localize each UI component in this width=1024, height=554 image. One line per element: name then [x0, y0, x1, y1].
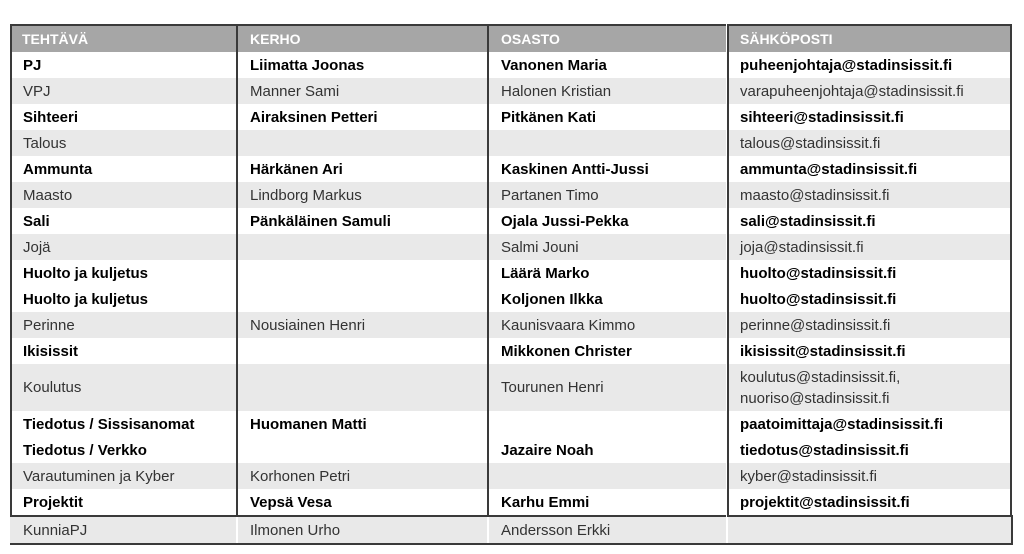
email-koulutus[interactable]: koulutus@stadinsissit.fi,	[740, 368, 901, 386]
table-row	[10, 260, 1012, 286]
kerho-cell: Manner Sami	[237, 78, 488, 104]
osasto-cell	[488, 130, 727, 156]
table-row	[10, 364, 1012, 411]
email-cell[interactable]: paatoimittaja@stadinsissit.fi	[727, 411, 1012, 437]
kerho-cell	[237, 364, 488, 411]
contacts-table	[10, 24, 1013, 545]
role-cell: Tiedotus / Sissisanomat	[10, 411, 237, 437]
role-cell: Ikisissit	[10, 338, 237, 364]
email-cell[interactable]: huolto@stadinsissit.fi	[727, 260, 1012, 286]
osasto-cell: Partanen Timo	[488, 182, 727, 208]
table-row	[10, 156, 1012, 182]
osasto-cell: Koljonen Ilkka	[488, 286, 727, 312]
header-row	[10, 25, 1012, 52]
email-cell[interactable]: perinne@stadinsissit.fi	[727, 312, 1012, 338]
table-row	[10, 516, 1012, 544]
table-row	[10, 411, 1012, 437]
table-row	[10, 234, 1012, 260]
role-cell: VPJ	[10, 78, 237, 104]
table-row	[10, 489, 1012, 516]
kerho-cell: Vepsä Vesa	[237, 489, 488, 516]
role-cell: Koulutus	[10, 364, 237, 411]
role-cell: Sali	[10, 208, 237, 234]
role-cell: Tiedotus / Verkko	[10, 437, 237, 463]
osasto-cell: Kaskinen Antti-Jussi	[488, 156, 727, 182]
osasto-cell: Andersson Erkki	[488, 516, 727, 544]
kerho-cell: Korhonen Petri	[237, 463, 488, 489]
osasto-cell: Mikkonen Christer	[488, 338, 727, 364]
kerho-cell: Liimatta Joonas	[237, 52, 488, 78]
osasto-cell: Karhu Emmi	[488, 489, 727, 516]
osasto-cell: Ojala Jussi-Pekka	[488, 208, 727, 234]
kerho-cell: Lindborg Markus	[237, 182, 488, 208]
kerho-cell	[237, 260, 488, 286]
role-cell: Maasto	[10, 182, 237, 208]
email-cell[interactable]: maasto@stadinsissit.fi	[727, 182, 1012, 208]
role-cell: Ammunta	[10, 156, 237, 182]
email-cell[interactable]: sali@stadinsissit.fi	[727, 208, 1012, 234]
kerho-cell: Ilmonen Urho	[237, 516, 488, 544]
email-cell[interactable]: ammunta@stadinsissit.fi	[727, 156, 1012, 182]
osasto-cell: Jazaire Noah	[488, 437, 727, 463]
email-cell[interactable]: talous@stadinsissit.fi	[727, 130, 1012, 156]
osasto-cell: Läärä Marko	[488, 260, 727, 286]
kerho-cell	[237, 234, 488, 260]
osasto-cell: Pitkänen Kati	[488, 104, 727, 130]
role-cell: Perinne	[10, 312, 237, 338]
table-row	[10, 104, 1012, 130]
role-cell: Talous	[10, 130, 237, 156]
role-cell: Huolto ja kuljetus	[10, 286, 237, 312]
email-cell[interactable]: kyber@stadinsissit.fi	[727, 463, 1012, 489]
role-cell: Sihteeri	[10, 104, 237, 130]
header-osasto: OSASTO	[488, 25, 727, 52]
header-kerho: KERHO	[237, 25, 488, 52]
kerho-cell: Huomanen Matti	[237, 411, 488, 437]
email-cell[interactable]: ikisissit@stadinsissit.fi	[727, 338, 1012, 364]
kerho-cell: Härkänen Ari	[237, 156, 488, 182]
osasto-cell	[488, 463, 727, 489]
role-cell: Varautuminen ja Kyber	[10, 463, 237, 489]
kerho-cell	[237, 338, 488, 364]
role-cell: PJ	[10, 52, 237, 78]
kerho-cell	[237, 286, 488, 312]
kerho-cell: Pänkäläinen Samuli	[237, 208, 488, 234]
table-row	[10, 312, 1012, 338]
table-row	[10, 437, 1012, 463]
osasto-cell: Salmi Jouni	[488, 234, 727, 260]
table-row	[10, 130, 1012, 156]
email-cell[interactable]: projektit@stadinsissit.fi	[727, 489, 1012, 516]
table-row	[10, 338, 1012, 364]
header-sahkoposti: SÄHKÖPOSTI	[727, 25, 1012, 52]
osasto-cell	[488, 411, 727, 437]
table-row	[10, 52, 1012, 78]
table-row	[10, 78, 1012, 104]
kerho-cell	[237, 130, 488, 156]
role-cell: Jojä	[10, 234, 237, 260]
email-cell	[727, 364, 1012, 411]
table-row	[10, 208, 1012, 234]
email-cell[interactable]: tiedotus@stadinsissit.fi	[727, 437, 1012, 463]
email-cell[interactable]: huolto@stadinsissit.fi	[727, 286, 1012, 312]
email-cell[interactable]	[727, 516, 1012, 544]
role-cell: Huolto ja kuljetus	[10, 260, 237, 286]
role-cell: Projektit	[10, 489, 237, 516]
kerho-cell	[237, 437, 488, 463]
email-cell[interactable]: puheenjohtaja@stadinsissit.fi	[727, 52, 1012, 78]
email-cell[interactable]: sihteeri@stadinsissit.fi	[727, 104, 1012, 130]
kerho-cell: Airaksinen Petteri	[237, 104, 488, 130]
email-cell[interactable]: joja@stadinsissit.fi	[727, 234, 1012, 260]
osasto-cell: Tourunen Henri	[488, 364, 727, 411]
table-row	[10, 182, 1012, 208]
header-tehtava: TEHTÄVÄ	[10, 25, 237, 52]
email-nuoriso[interactable]: nuoriso@stadinsissit.fi	[740, 389, 890, 407]
table-row	[10, 286, 1012, 312]
kerho-cell: Nousiainen Henri	[237, 312, 488, 338]
table-row	[10, 463, 1012, 489]
role-cell: KunniaPJ	[10, 516, 237, 544]
osasto-cell: Halonen Kristian	[488, 78, 727, 104]
osasto-cell: Kaunisvaara Kimmo	[488, 312, 727, 338]
email-cell[interactable]: varapuheenjohtaja@stadinsissit.fi	[727, 78, 1012, 104]
osasto-cell: Vanonen Maria	[488, 52, 727, 78]
